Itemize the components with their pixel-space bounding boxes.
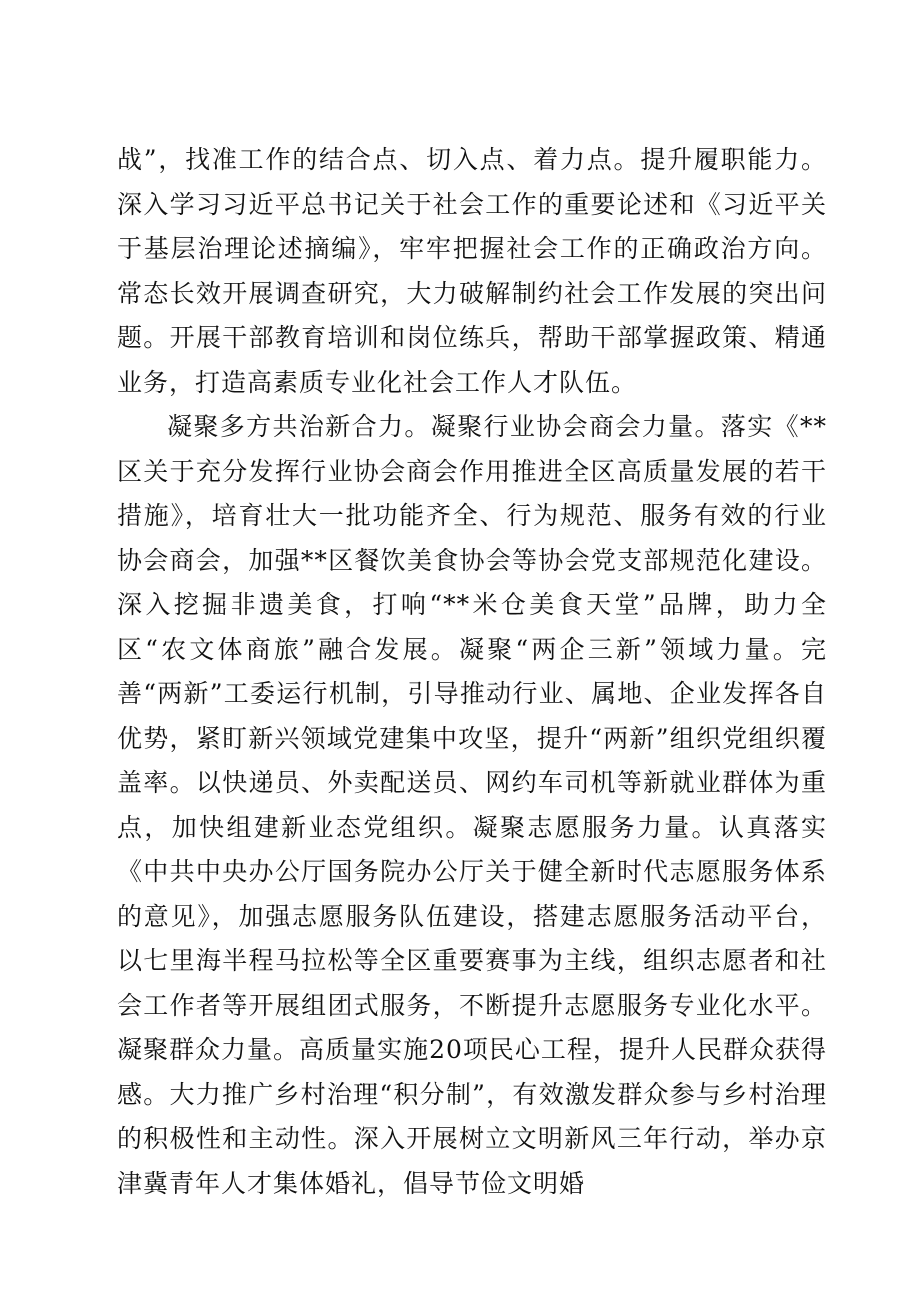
paragraph-continuation: 战”，找准工作的结合点、切入点、着力点。提升履职能力。深入学习习近平总书记关于社会工作的重要论述和《习近平关于基层治理论述摘编》，牢牢把握社会工作的正确政治方向。常态长效开展调查研究，大力破解制约社会工作发展的突出问题。开展干部教育培训和岗位练兵，帮助干部掌握政策、精通业务，打造高素质专业化社会工作人才队伍。: [117, 145, 827, 397]
paragraph-joint-governance: 凝聚多方共治新合力。凝聚行业协会商会力量。落实《**区关于充分发挥行业协会商会作用推进全区高质量发展的若干措施》，培育壮大一批功能齐全、行为规范、服务有效的行业协会商会，加强**区餐饮美食协会等协会党支部规范化建设。深入挖掘非遗美食，打响“**米仓美食天堂”品牌，助力全区“农文体商旅”融合发展。凝聚“两企三新”领域力量。完善“两新”工委运行机制，引导推动行业、属地、企业发挥各自优势，紧盯新兴领域党建集中攻坚，提升“两新”组织党组织覆盖率。以快递员、外卖配送员、网约车司机等新就业群体为重点，加快组建新业态党组织。凝聚志愿服务力量。认真落实《中共中央办公厅国务院办公厅关于健全新时代志愿服务体系的意见》，加强志愿服务队伍建设，搭建志愿服务活动平台，以七里海半程马拉松等全区重要赛事为主线，组织志愿者和社会工作者等开展组团式服务，不断提升志愿服务专业化水平。凝聚群众力量。高质量实施20项民心工程，提升人民群众获得感。大力推广乡村治理“积分制”，有效激发群众参与乡村治理的积极性和主动性。深入开展树立文明新风三年行动，举办京津冀青年人才集体婚礼，倡导节俭文明婚: [117, 412, 827, 1198]
document-body: [117, 138, 827, 1206]
